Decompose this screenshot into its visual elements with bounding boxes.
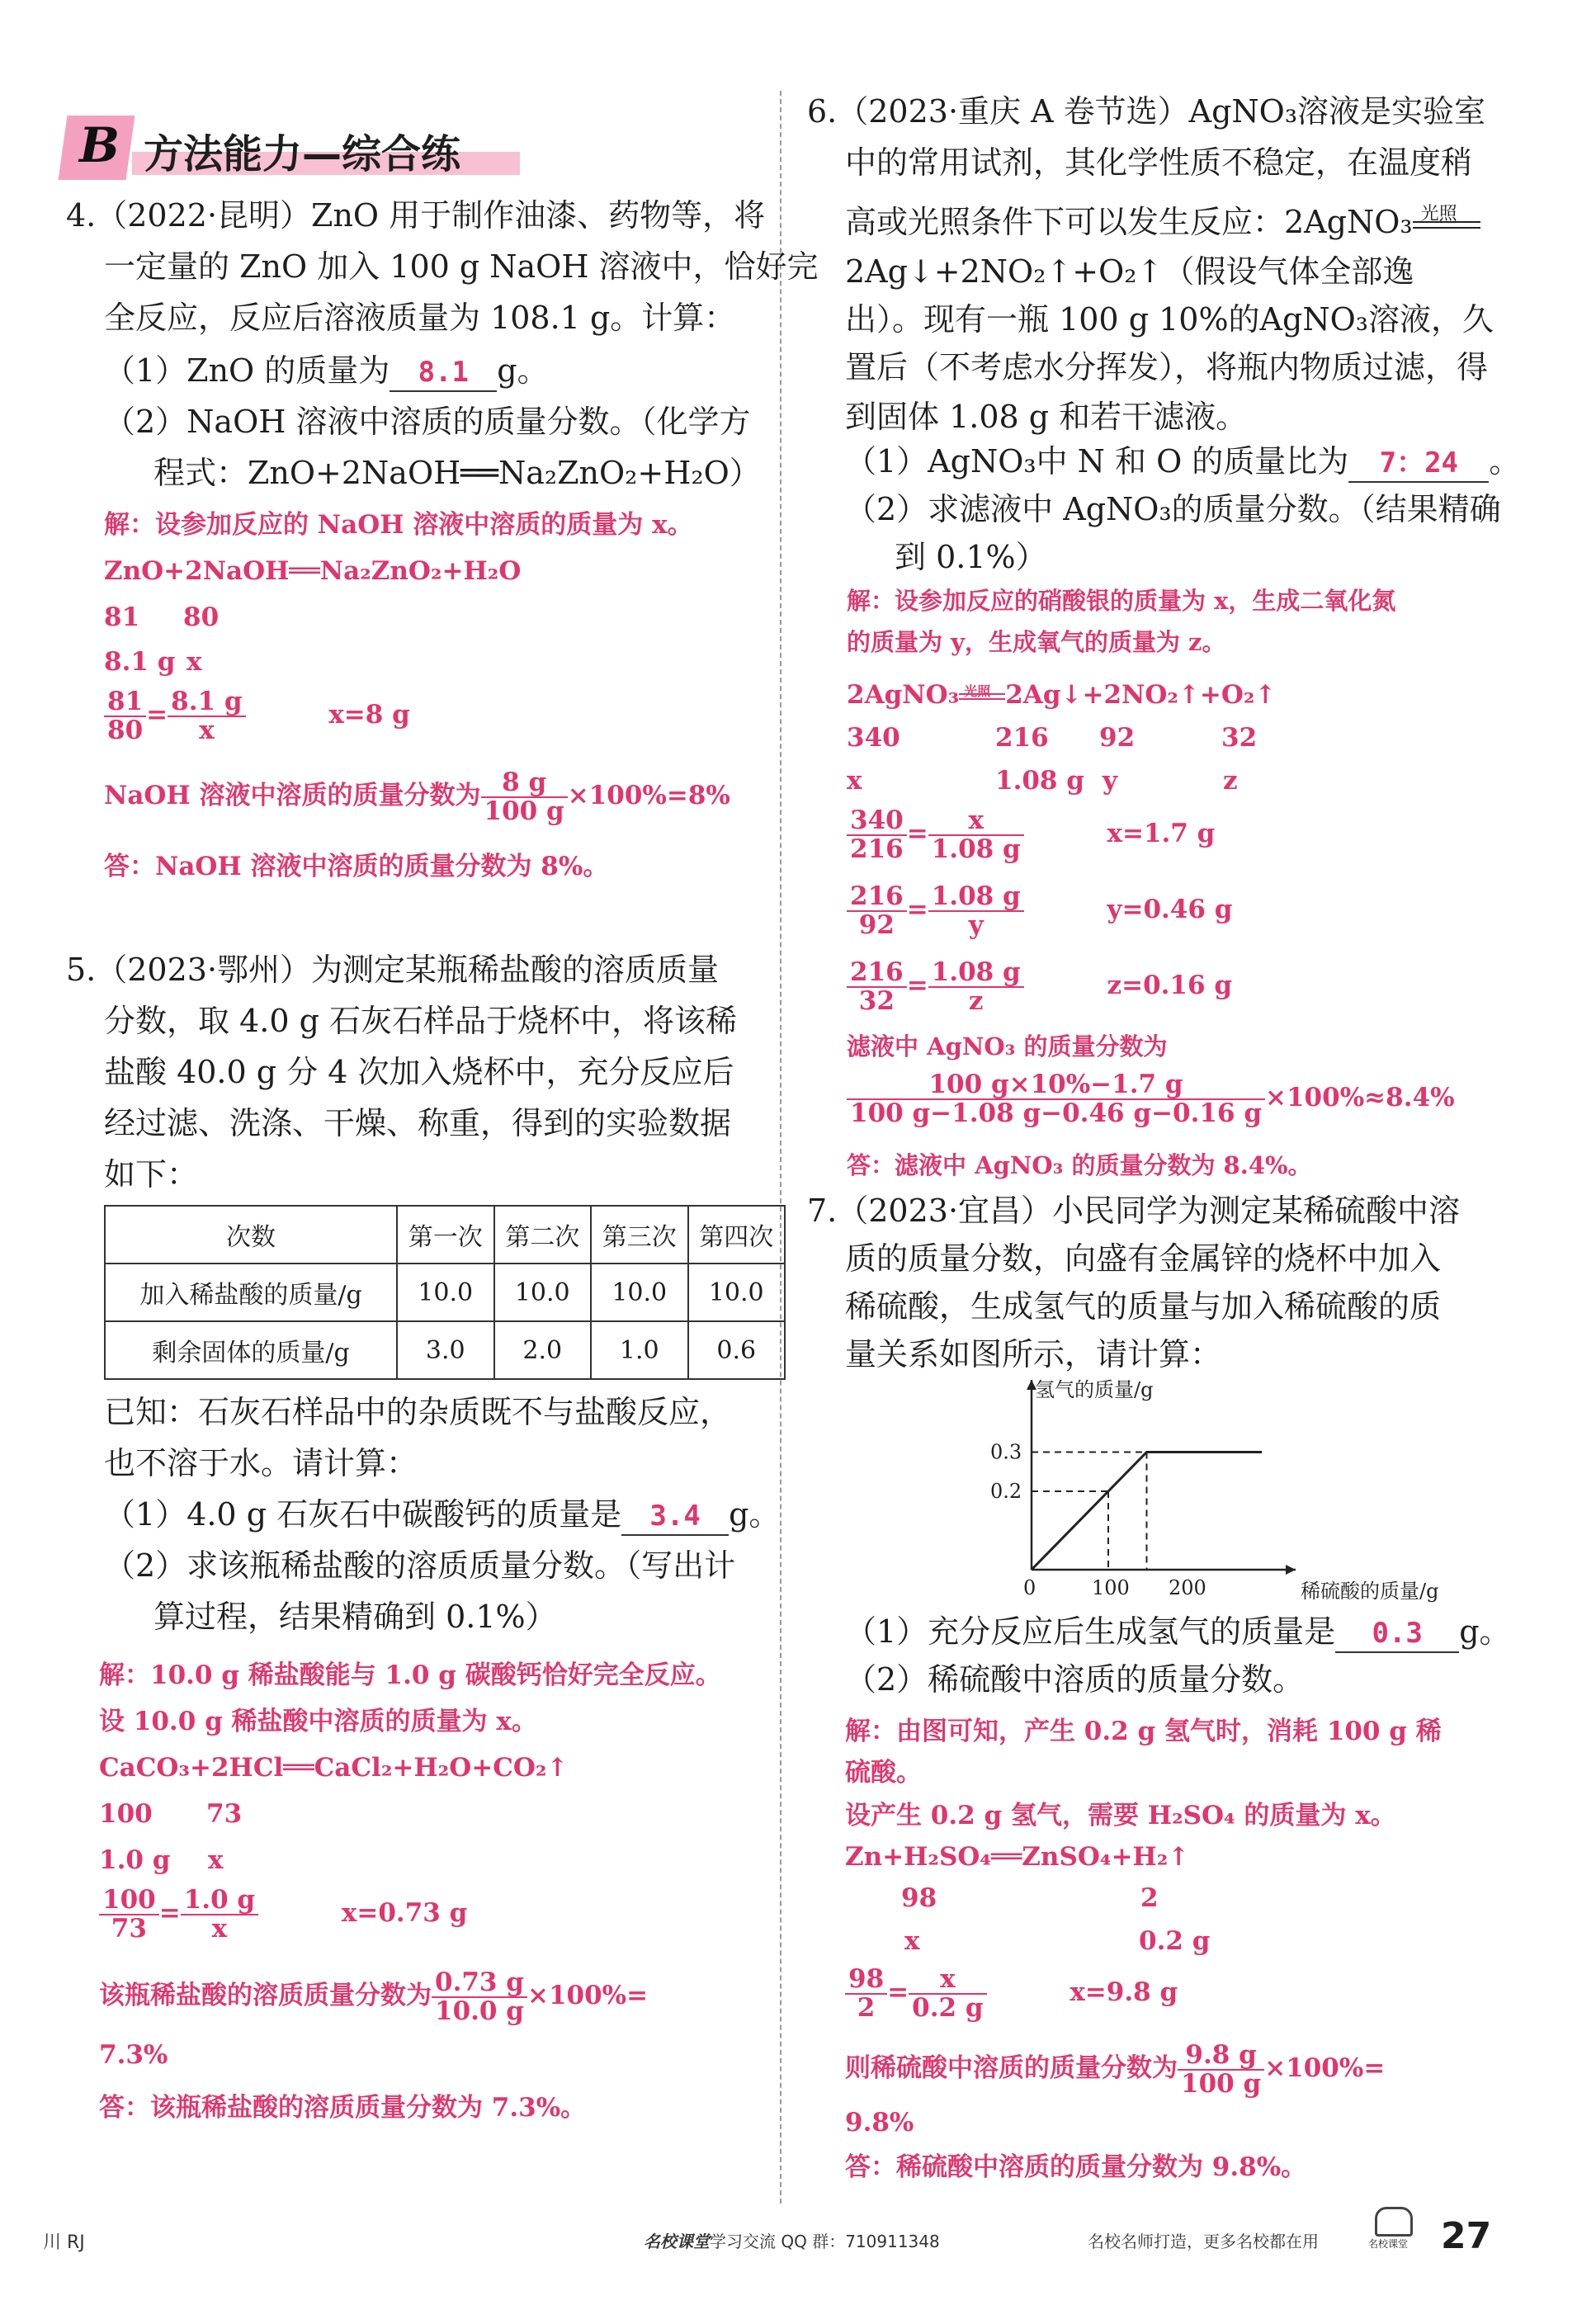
chart-x-tick: 200 xyxy=(1169,1576,1206,1599)
q6-line-3 xyxy=(845,196,1480,248)
q4-sol-percentage xyxy=(104,769,730,824)
frac-denominator: x xyxy=(199,715,215,745)
q4-sol-value-2: x xyxy=(187,647,202,677)
q5-known-1: 已知：石灰石样品中的杂质既不与盐酸反应， xyxy=(104,1394,732,1430)
frac-numerator: 1.08 g xyxy=(928,883,1024,912)
table-cell: 2.0 xyxy=(494,1321,592,1379)
q5-sol-pct-label: 该瓶稀盐酸的溶质质量分数为 xyxy=(99,1981,432,2011)
q7-sol-percentage xyxy=(845,2042,1385,2097)
frac-numerator: 216 xyxy=(847,883,907,912)
page-number: 27 xyxy=(1441,2215,1492,2257)
table-cell: 10.0 xyxy=(688,1264,786,1321)
q4-part-1 xyxy=(104,345,549,397)
q6-part-2-note: 到 0.1%） xyxy=(895,539,1047,575)
q6-sol-condition: 光照 xyxy=(964,683,991,699)
q6-part-1 xyxy=(845,436,1520,488)
q5-sol-result: x=0.73 g xyxy=(341,1898,468,1929)
section-header xyxy=(58,116,536,183)
frac-numerator: 1.0 g xyxy=(181,1887,258,1915)
q5-part-1-unit: g。 xyxy=(729,1496,781,1533)
frac-numerator: 81 xyxy=(104,688,146,717)
frac-numerator: x xyxy=(928,807,1024,836)
q7-sol-pct-result: ×100%= xyxy=(1264,2053,1386,2084)
q7-sol-line-2: 设产生 0.2 g 氢气，需要 H₂SO₄ 的质量为 x。 xyxy=(845,1801,1396,1830)
q4-sol-answer: 答：NaOH 溶液中溶质的质量分数为 8%。 xyxy=(104,852,609,881)
table-header-cell: 第四次 xyxy=(688,1206,786,1264)
column-divider xyxy=(780,91,781,2204)
q6-line-7: 到固体 1.08 g 和若干滤液。 xyxy=(845,399,1248,435)
q6-sol-result-y: y=0.46 g xyxy=(1107,895,1233,925)
q7-sol-molar-2: 2 xyxy=(1140,1883,1159,1913)
footer-center xyxy=(644,2228,940,2252)
q4-sol-result: x=8 g xyxy=(328,700,410,730)
q5-sol-percentage xyxy=(99,1969,648,2024)
q4-line-2: 一定量的 ZnO 加入 100 g NaOH 溶液中，恰好完 xyxy=(104,248,819,285)
q7-sol-molar-1: 98 xyxy=(901,1883,937,1913)
frac-numerator: 98 xyxy=(845,1966,887,1995)
chart-origin-label: 0 xyxy=(1023,1576,1036,1599)
q6-sol-eq-right: 2Ag↓+2NO₂↑+O₂↑ xyxy=(1005,680,1277,710)
q7-sol-line-1: 解：由图可知，产生 0.2 g 氢气时，消耗 100 g 稀 xyxy=(845,1717,1442,1746)
q4-line-3: 全反应，反应后溶液质量为 108.1 g。计算： xyxy=(104,300,736,336)
q6-line-1: 6.（2023·重庆 A 卷节选）AgNO₃溶液是实验室 xyxy=(807,93,1486,130)
q5-sol-pct-result: ×100%= xyxy=(526,1981,649,2011)
table-cell: 1.0 xyxy=(591,1321,688,1379)
q5-part-1 xyxy=(104,1489,780,1541)
frac-numerator: x xyxy=(909,1966,986,1995)
frac-numerator: 340 xyxy=(847,807,907,836)
q7-sol-line-1b: 硫酸。 xyxy=(845,1758,922,1788)
q7-sol-equation: Zn+H₂SO₄══ZnSO₄+H₂↑ xyxy=(845,1842,1190,1872)
frac-denominator: 10.0 g xyxy=(435,1996,524,2026)
frac-denominator: 73 xyxy=(111,1913,147,1944)
q7-line-1: 7.（2023·宜昌）小民同学为测定某稀硫酸中溶 xyxy=(807,1193,1461,1229)
q6-sol-value-3: y xyxy=(1103,766,1118,796)
table-row xyxy=(105,1264,785,1321)
table-cell: 3.0 xyxy=(397,1321,494,1379)
q6-line-4: 2Ag↓+2NO₂↑+O₂↑（假设气体全部逸 xyxy=(845,253,1414,290)
frac-numerator: 216 xyxy=(847,959,907,988)
frac-denominator: 92 xyxy=(858,909,895,940)
q5-known-2: 也不溶于水。请计算： xyxy=(104,1445,418,1481)
q6-sol-proportion-z: $\frac{216}{32}$ = $\frac{1.08 g}{z}$ z=0.16 g xyxy=(847,959,1232,1014)
table-cell: 剩余固体的质量/g xyxy=(105,1321,397,1379)
q7-sol-answer: 答：稀硫酸中溶质的质量分数为 9.8%。 xyxy=(845,2152,1307,2182)
table-row xyxy=(105,1206,785,1264)
q4-sol-value-1: 8.1 g xyxy=(104,647,176,677)
q5-sol-line-2: 设 10.0 g 稀盐酸中溶质的质量为 x。 xyxy=(99,1707,537,1736)
q6-reaction-arrow xyxy=(1413,204,1480,229)
q7-sol-value-2: 0.2 g xyxy=(1139,1926,1211,1956)
frac-numerator: 100 xyxy=(99,1887,159,1915)
q4-sol-equation: ZnO+2NaOH══Na₂ZnO₂+H₂O xyxy=(104,556,522,586)
q5-sol-equation: CaCO₃+2HCl══CaCl₂+H₂O+CO₂↑ xyxy=(99,1753,569,1783)
q7-sol-pct-value: 9.8% xyxy=(845,2108,914,2137)
q6-part-1-answer: 7：24 xyxy=(1348,445,1489,483)
frac-denominator: 0.2 g xyxy=(912,1992,984,2023)
footer-qq: 学习交流 QQ 群：710911348 xyxy=(710,2232,940,2251)
q7-hydrogen-chart xyxy=(957,1375,1439,1606)
q5-sol-pct-value: 7.3% xyxy=(99,2040,168,2070)
frac-numerator: 1.08 g xyxy=(928,959,1024,988)
footer-logo xyxy=(1368,2202,1416,2255)
q7-part-1-unit: g。 xyxy=(1459,1613,1511,1650)
footer-logo-text: 名校课堂 xyxy=(1368,2238,1409,2250)
q6-sol-molar-1: 340 xyxy=(847,723,900,753)
q5-sol-molar-1: 100 xyxy=(99,1799,153,1829)
q6-sol-arrow xyxy=(959,683,1005,700)
q7-part-1-answer: 0.3 xyxy=(1335,1615,1459,1653)
q4-sol-pct-result: ×100%=8% xyxy=(567,781,730,811)
frac-denominator: 1.08 g xyxy=(931,834,1021,864)
frac-numerator: 9.8 g xyxy=(1178,2042,1264,2071)
q5-part-2-note: 算过程，结果精确到 0.1%） xyxy=(153,1599,557,1635)
frac-numerator: 100 g×10%−1.7 g xyxy=(847,1071,1265,1100)
q6-sol-answer: 答：滤液中 AgNO₃ 的质量分数为 8.4%。 xyxy=(847,1151,1312,1179)
q4-part-1-answer: 8.1 xyxy=(390,354,497,392)
q6-sol-line-3: 滤液中 AgNO₃ 的质量分数为 xyxy=(847,1032,1168,1060)
q6-sol-proportion-x: $\frac{340}{216}$ = $\frac{x}{1.08 g}$ x=1.7 g xyxy=(847,807,1215,862)
q4-sol-proportion: $\frac{81}{80}$ = $\frac{8.1 g}{x}$ x=8 g xyxy=(104,688,410,744)
q5-sol-value-2: x xyxy=(208,1845,224,1875)
q6-sol-result-z: z=0.16 g xyxy=(1107,971,1233,1001)
q7-part-1-prompt: （1）充分反应后生成氢气的质量是 xyxy=(845,1613,1336,1650)
q5-sol-line-1: 解：10.0 g 稀盐酸能与 1.0 g 碳酸钙恰好完全反应。 xyxy=(99,1660,721,1690)
q6-line-6: 置后（不考虑水分挥发），将瓶内物质过滤，得 xyxy=(845,349,1489,385)
chart-y-label: 氢气的质量/g xyxy=(1035,1378,1154,1401)
q5-part-1-prompt: （1）4.0 g 石灰石中碳酸钙的质量是 xyxy=(104,1496,622,1533)
frac-denominator: 100 g xyxy=(1181,2068,1262,2099)
frac-denominator: 80 xyxy=(107,715,144,745)
q5-line-2: 分数，取 4.0 g 石灰石样品于烧杯中，将该稀 xyxy=(104,1003,737,1039)
table-row xyxy=(105,1321,785,1379)
table-cell: 10.0 xyxy=(591,1264,688,1321)
footer-brand: 名校课堂 xyxy=(644,2232,710,2251)
table-cell: 0.6 xyxy=(688,1321,786,1379)
chart-x-arrow xyxy=(1286,1565,1296,1575)
frac-numerator: 8 g xyxy=(481,769,568,798)
table-header-cell: 第二次 xyxy=(494,1206,592,1264)
frac-denominator: z xyxy=(968,985,984,1016)
q5-data-table xyxy=(104,1205,786,1380)
q6-part-1-end: 。 xyxy=(1489,443,1521,479)
frac-denominator: y xyxy=(968,909,984,940)
footer-edition: 川 RJ xyxy=(43,2232,85,2253)
q5-line-3: 盐酸 40.0 g 分 4 次加入烧杯中，充分反应后 xyxy=(104,1054,734,1090)
table-header-cell: 第一次 xyxy=(397,1206,494,1264)
q6-sol-percentage xyxy=(847,1071,1455,1127)
frac-numerator: 8.1 g xyxy=(168,688,245,717)
logo-icon xyxy=(1375,2207,1413,2237)
q4-part-1-unit: g。 xyxy=(497,352,549,389)
chart-y-tick: 0.2 xyxy=(990,1480,1022,1503)
q5-part-2: （2）求该瓶稀盐酸的溶质质量分数。（写出计 xyxy=(104,1547,736,1584)
section-title: 方法能力—综合练 xyxy=(144,131,461,177)
table-header-cell: 次数 xyxy=(105,1206,397,1264)
frac-denominator: 32 xyxy=(858,985,895,1016)
q4-part-2-equation: 程式：ZnO+2NaOH══Na₂ZnO₂+H₂O） xyxy=(153,455,761,491)
q6-sol-line-2: 的质量为 y，生成氧气的质量为 z。 xyxy=(847,628,1226,656)
q7-sol-pct-label: 则稀硫酸中溶质的质量分数为 xyxy=(845,2053,1178,2084)
frac-numerator: 0.73 g xyxy=(432,1969,527,1998)
q6-sol-line-1: 解：设参加反应的硝酸银的质量为 x，生成二氧化氮 xyxy=(847,587,1396,615)
q4-part-1-prompt: （1）ZnO 的质量为 xyxy=(104,352,390,389)
q4-sol-pct-label: NaOH 溶液中溶质的质量分数为 xyxy=(104,781,481,811)
q5-sol-answer: 答：该瓶稀盐酸的溶质质量分数为 7.3%。 xyxy=(99,2093,587,2123)
q6-line-3-text: 高或光照条件下可以发生反应：2AgNO₃ xyxy=(845,204,1413,240)
q7-line-2: 质的质量分数，向盛有金属锌的烧杯中加入 xyxy=(845,1240,1442,1277)
frac-denominator: x xyxy=(211,1913,228,1944)
q6-line-5: 出）。现有一瓶 100 g 10%的AgNO₃溶液，久 xyxy=(845,301,1494,338)
frac-denominator: 100 g−1.08 g−0.46 g−0.16 g xyxy=(850,1098,1263,1128)
table-cell: 加入稀盐酸的质量/g xyxy=(105,1264,397,1321)
chart-x-tick: 100 xyxy=(1092,1576,1130,1599)
q7-part-1 xyxy=(845,1606,1511,1658)
q7-sol-proportion: $\frac{98}{2}$ = $\frac{x}{0.2 g}$ x=9.8 g xyxy=(845,1966,1178,2021)
table-header-cell: 第三次 xyxy=(591,1206,688,1264)
footer-slogan: 名校名师打造，更多名校都在用 xyxy=(1088,2232,1319,2251)
q4-sol-setup: 解：设参加反应的 NaOH 溶液中溶质的质量为 x。 xyxy=(104,510,693,540)
q5-part-1-answer: 3.4 xyxy=(621,1498,729,1536)
q6-sol-value-2: 1.08 g xyxy=(995,766,1084,796)
q6-sol-proportion-y: $\frac{216}{92}$ = $\frac{1.08 g}{y}$ y=0.46 g xyxy=(847,883,1232,938)
q4-sol-molar-1: 81 xyxy=(104,602,140,632)
frac-denominator: 2 xyxy=(857,1992,876,2023)
table-cell: 10.0 xyxy=(397,1264,494,1321)
q7-sol-value-1: x xyxy=(904,1926,920,1956)
chart-x-label: 稀硫酸的质量/g xyxy=(1301,1580,1439,1603)
q5-line-5: 如下： xyxy=(104,1156,199,1193)
q5-line-4: 经过滤、洗涤、干燥、称重，得到的实验数据 xyxy=(104,1105,732,1141)
chart-y-tick: 0.3 xyxy=(990,1440,1022,1464)
q7-line-3: 稀硫酸，生成氢气的质量与加入稀硫酸的质 xyxy=(845,1288,1442,1325)
q6-sol-result-x: x=1.7 g xyxy=(1107,819,1216,849)
q7-line-4: 量关系如图所示，请计算： xyxy=(845,1336,1222,1372)
q6-part-1-prompt: （1）AgNO₃中 N 和 O 的质量比为 xyxy=(845,443,1349,479)
table-cell: 10.0 xyxy=(494,1264,592,1321)
section-badge-letter: B xyxy=(79,117,120,173)
q6-sol-value-4: z xyxy=(1223,766,1238,796)
q4-sol-molar-2: 80 xyxy=(183,602,220,632)
q7-sol-result: x=9.8 g xyxy=(1070,1977,1178,2008)
q6-sol-molar-2: 216 xyxy=(995,723,1049,753)
q6-sol-molar-3: 92 xyxy=(1099,723,1136,753)
q5-sol-molar-2: 73 xyxy=(206,1799,243,1829)
q6-sol-eq-left: 2AgNO₃ xyxy=(847,680,960,710)
q6-part-2: （2）求滤液中 AgNO₃的质量分数。（结果精确 xyxy=(845,491,1501,527)
q5-line-1: 5.（2023·鄂州）为测定某瓶稀盐酸的溶质质量 xyxy=(66,952,720,988)
q6-sol-molar-4: 32 xyxy=(1221,723,1258,753)
frac-denominator: 216 xyxy=(850,834,904,864)
q6-line-2: 中的常用试剂，其化学性质不稳定，在温度稍 xyxy=(845,144,1473,181)
q6-reaction-condition: 光照 xyxy=(1420,204,1457,224)
q4-line-1: 4.（2022·昆明）ZnO 用于制作油漆、药物等，将 xyxy=(66,197,766,234)
q6-sol-equation xyxy=(847,678,1276,711)
q4-part-2: （2）NaOH 溶液中溶质的质量分数。（化学方 xyxy=(104,404,751,440)
q5-sol-proportion: $\frac{100}{73}$ = $\frac{1.0 g}{x}$ x=0.73 g xyxy=(99,1887,467,1942)
q6-sol-pct-result: ×100%≈8.4% xyxy=(1265,1083,1455,1113)
q6-sol-value-1: x xyxy=(847,766,862,796)
q5-sol-value-1: 1.0 g xyxy=(99,1845,171,1875)
frac-denominator: 100 g xyxy=(484,796,564,826)
q7-part-2: （2）稀硫酸中溶质的质量分数。 xyxy=(845,1661,1305,1698)
